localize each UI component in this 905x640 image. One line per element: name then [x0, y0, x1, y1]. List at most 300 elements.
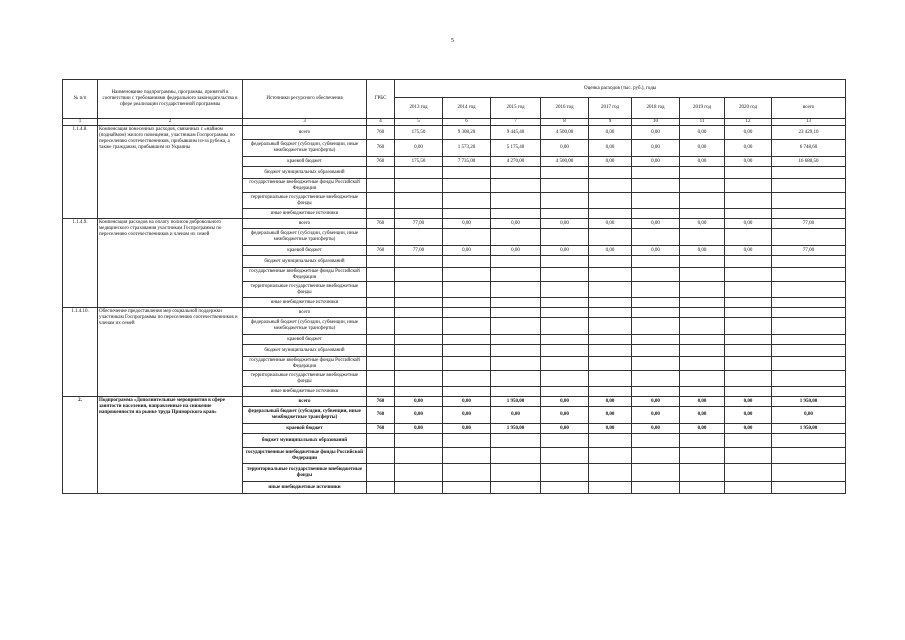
year-value [443, 318, 491, 335]
year-value: 0,00 [589, 424, 632, 434]
year-value: 0,00 [632, 424, 680, 434]
header-year: 2016 год [541, 98, 589, 119]
column-index: 11 [680, 119, 725, 126]
header-row-top [63, 80, 846, 98]
year-value [725, 448, 772, 464]
year-value [491, 387, 541, 397]
grbs-code: 760 [367, 407, 395, 424]
year-value [491, 434, 541, 448]
year-value [395, 209, 443, 219]
year-value: 0,00 [725, 157, 772, 167]
year-value [491, 318, 541, 335]
year-value: 0,00 [725, 126, 772, 140]
year-value [680, 318, 725, 335]
funding-source: территориальные государственные внебюджетные фонды [243, 464, 367, 482]
table-body [63, 126, 846, 494]
funding-source: территориальные государственные внебюджетные фонды [243, 371, 367, 387]
year-value [491, 298, 541, 308]
year-value [680, 448, 725, 464]
year-value [632, 229, 680, 246]
header-num: № п/п [63, 80, 98, 119]
year-value [632, 371, 680, 387]
year-value [632, 167, 680, 179]
year-value [632, 448, 680, 464]
header-index-row [63, 119, 846, 126]
year-value [395, 229, 443, 246]
year-value [632, 298, 680, 308]
grbs-code: 760 [367, 140, 395, 157]
grbs-code: 760 [367, 397, 395, 407]
funding-source: федеральный бюджет (субсидии, субвенции, иные межбюджетные трансферты) [243, 140, 367, 157]
year-value [680, 229, 725, 246]
grbs-code [367, 179, 395, 193]
funding-source: территориальные государственные внебюджетные фонды [243, 193, 367, 209]
year-value [395, 335, 443, 345]
year-value: 0,00 [541, 424, 589, 434]
year-value [725, 229, 772, 246]
column-index: 13 [772, 119, 846, 126]
grbs-code [367, 387, 395, 397]
year-value [589, 268, 632, 282]
year-value [541, 357, 589, 371]
funding-source: краевой бюджет [243, 246, 367, 256]
year-value [680, 308, 725, 318]
year-value: 0,00 [589, 407, 632, 424]
year-value [680, 335, 725, 345]
funding-source: всего [243, 126, 367, 140]
grbs-code [367, 345, 395, 357]
funding-source: иные внебюджетные источники [243, 482, 367, 494]
year-value [491, 345, 541, 357]
year-value: 0,00 [541, 246, 589, 256]
year-value [443, 308, 491, 318]
year-value: 0,00 [589, 126, 632, 140]
grbs-code [367, 318, 395, 335]
column-index: 4 [367, 119, 395, 126]
total-value [772, 371, 846, 387]
header-year: всего [772, 98, 846, 119]
year-value: 0,00 [632, 397, 680, 407]
year-value [491, 448, 541, 464]
year-value [395, 256, 443, 268]
year-value [541, 371, 589, 387]
year-value [541, 335, 589, 345]
year-value [541, 298, 589, 308]
year-value: 0,00 [632, 157, 680, 167]
year-value: 1 950,00 [491, 397, 541, 407]
year-value [589, 464, 632, 482]
year-value: 0,00 [725, 397, 772, 407]
year-value [491, 167, 541, 179]
year-value [491, 308, 541, 318]
funding-source: государственные внебюджетные фонды Российской Федерации [243, 357, 367, 371]
year-value [541, 464, 589, 482]
grbs-code [367, 193, 395, 209]
total-value: 6 748,60 [772, 140, 846, 157]
year-value: 0,00 [589, 246, 632, 256]
year-value [725, 167, 772, 179]
table-row [63, 308, 846, 318]
year-value [589, 318, 632, 335]
year-value [725, 193, 772, 209]
year-value [632, 345, 680, 357]
year-value [395, 298, 443, 308]
year-value [632, 387, 680, 397]
header-source: Источники ресурсного обеспечения [243, 80, 367, 119]
year-value [491, 482, 541, 494]
year-value: 0,00 [491, 407, 541, 424]
total-value: 23 429,10 [772, 126, 846, 140]
year-value [491, 256, 541, 268]
grbs-code [367, 308, 395, 318]
section-name: Компенсация понесенных расходов, связанных с «наймом (поднаймом) жилого помещения, участникам Госпрограммы по переселению соотечественников, прибывшим из-за рубежа, а также гражданам, прибывшим из Украины [98, 126, 243, 219]
year-value [541, 268, 589, 282]
year-value [541, 167, 589, 179]
year-value [395, 268, 443, 282]
year-value [589, 448, 632, 464]
table-row [63, 219, 846, 229]
year-value [443, 357, 491, 371]
year-value [395, 434, 443, 448]
year-value: 0,00 [589, 157, 632, 167]
funding-source: иные внебюджетные источники [243, 387, 367, 397]
year-value: 0,00 [632, 126, 680, 140]
year-value: 0,00 [680, 407, 725, 424]
total-value [772, 434, 846, 448]
section-name: Обеспечение предоставления мер социальной поддержки участникам Госпрограммы по переселению соотечественников и членам их семей [98, 308, 243, 397]
year-value: 1 573,20 [443, 140, 491, 157]
year-value [725, 268, 772, 282]
year-value: 175,50 [395, 126, 443, 140]
year-value [443, 387, 491, 397]
funding-source: федеральный бюджет (субсидии, субвенции, иные межбюджетные трансферты) [243, 407, 367, 424]
year-value [680, 357, 725, 371]
year-value: 175,50 [395, 157, 443, 167]
year-value [395, 318, 443, 335]
total-value [772, 335, 846, 345]
header-name: Наименование подпрограммы, программы, принятой в соответствии с требованиями федерального законодательства в сфере реализации государственной программы [98, 80, 243, 119]
grbs-code [367, 282, 395, 298]
header-grbs: ГРБС [367, 80, 395, 119]
section-id: 2. [63, 397, 98, 494]
year-value [491, 282, 541, 298]
total-value: 16 680,50 [772, 157, 846, 167]
total-value [772, 345, 846, 357]
total-value [772, 448, 846, 464]
funding-source: краевой бюджет [243, 335, 367, 345]
year-value: 0,00 [443, 407, 491, 424]
year-value: 0,00 [443, 219, 491, 229]
grbs-code [367, 268, 395, 282]
year-value: 0,00 [589, 219, 632, 229]
column-index: 9 [589, 119, 632, 126]
year-value [541, 482, 589, 494]
section-name: Подпрограмма «Дополнительные мероприятия в сфере занятости населения, направленные на снижение напряженности на рынке труда Приморского края» [98, 397, 243, 494]
year-value: 0,00 [589, 140, 632, 157]
year-value [395, 371, 443, 387]
grbs-code [367, 448, 395, 464]
year-value: 0,00 [725, 424, 772, 434]
total-value [772, 482, 846, 494]
year-value: 77,00 [395, 246, 443, 256]
header-year: 2017 год [589, 98, 632, 119]
year-value: 9 308,20 [443, 126, 491, 140]
year-value: 0,00 [395, 407, 443, 424]
year-value [443, 167, 491, 179]
year-value: 0,00 [443, 397, 491, 407]
year-value: 0,00 [589, 397, 632, 407]
column-index: 5 [395, 119, 443, 126]
year-value: 0,00 [680, 246, 725, 256]
year-value [725, 482, 772, 494]
year-value [443, 448, 491, 464]
year-value [541, 282, 589, 298]
year-value [541, 179, 589, 193]
funding-source: всего [243, 397, 367, 407]
funding-source: федеральный бюджет (субсидии, субвенции, иные межбюджетные трансферты) [243, 229, 367, 246]
year-value [395, 345, 443, 357]
total-value [772, 268, 846, 282]
year-value [632, 464, 680, 482]
funding-source: бюджет муниципальных образований [243, 434, 367, 448]
year-value [541, 448, 589, 464]
year-value [443, 298, 491, 308]
total-value: 77,00 [772, 246, 846, 256]
header-year: 2020 год [725, 98, 772, 119]
year-value [443, 371, 491, 387]
year-value [680, 256, 725, 268]
year-value [443, 345, 491, 357]
year-value: 0,00 [443, 424, 491, 434]
total-value [772, 229, 846, 246]
grbs-code [367, 209, 395, 219]
year-value: 0,00 [541, 219, 589, 229]
year-value: 0,00 [725, 407, 772, 424]
year-value [443, 256, 491, 268]
total-value [772, 282, 846, 298]
total-value: 0,00 [772, 407, 846, 424]
total-value: 77,00 [772, 219, 846, 229]
total-value [772, 179, 846, 193]
column-index: 1 [63, 119, 98, 126]
funding-source: краевой бюджет [243, 157, 367, 167]
year-value [725, 298, 772, 308]
grbs-code [367, 256, 395, 268]
year-value [632, 357, 680, 371]
year-value [395, 167, 443, 179]
year-value [632, 209, 680, 219]
year-value [725, 179, 772, 193]
table-row [63, 397, 846, 407]
grbs-code [367, 229, 395, 246]
grbs-code: 760 [367, 246, 395, 256]
year-value [680, 268, 725, 282]
year-value: 0,00 [395, 140, 443, 157]
budget-table [62, 79, 846, 494]
year-value [725, 335, 772, 345]
year-value: 0,00 [541, 140, 589, 157]
year-value [680, 193, 725, 209]
year-value: 4 500,00 [541, 126, 589, 140]
total-value [772, 193, 846, 209]
grbs-code [367, 357, 395, 371]
year-value: 0,00 [395, 397, 443, 407]
year-value [589, 357, 632, 371]
year-value [589, 298, 632, 308]
total-value [772, 308, 846, 318]
year-value [491, 193, 541, 209]
year-value [443, 434, 491, 448]
column-index: 2 [98, 119, 243, 126]
year-value: 0,00 [541, 397, 589, 407]
year-value: 0,00 [632, 140, 680, 157]
year-value [589, 209, 632, 219]
year-value [491, 209, 541, 219]
funding-source: краевой бюджет [243, 424, 367, 434]
grbs-code [367, 482, 395, 494]
year-value [443, 335, 491, 345]
funding-source: федеральный бюджет (субсидии, субвенции, иные межбюджетные трансферты) [243, 318, 367, 335]
year-value [491, 335, 541, 345]
header-estimate: Оценка расходов (тыс. руб.), годы [395, 80, 846, 98]
year-value [541, 308, 589, 318]
year-value [680, 209, 725, 219]
year-value [632, 482, 680, 494]
year-value [589, 229, 632, 246]
year-value [680, 282, 725, 298]
column-index: 8 [541, 119, 589, 126]
column-index: 7 [491, 119, 541, 126]
column-index: 6 [443, 119, 491, 126]
grbs-code [367, 167, 395, 179]
year-value [443, 464, 491, 482]
funding-source: всего [243, 219, 367, 229]
year-value [395, 179, 443, 193]
year-value [632, 308, 680, 318]
year-value [632, 318, 680, 335]
year-value: 0,00 [680, 126, 725, 140]
year-value [680, 371, 725, 387]
year-value [491, 464, 541, 482]
year-value [725, 256, 772, 268]
year-value [443, 482, 491, 494]
year-value [725, 318, 772, 335]
year-value: 0,00 [725, 246, 772, 256]
year-value [725, 308, 772, 318]
year-value [541, 387, 589, 397]
column-index: 10 [632, 119, 680, 126]
year-value [395, 357, 443, 371]
year-value [589, 387, 632, 397]
header-year: 2013 год [395, 98, 443, 119]
header-year: 2018 год [632, 98, 680, 119]
year-value [395, 282, 443, 298]
year-value [589, 193, 632, 209]
funding-source: иные внебюджетные источники [243, 298, 367, 308]
year-value: 0,00 [680, 424, 725, 434]
year-value [541, 256, 589, 268]
total-value [772, 387, 846, 397]
year-value [680, 179, 725, 193]
year-value: 5 175,40 [491, 140, 541, 157]
year-value [541, 209, 589, 219]
year-value [395, 448, 443, 464]
year-value [491, 371, 541, 387]
year-value: 9 445,40 [491, 126, 541, 140]
total-value [772, 209, 846, 219]
year-value: 0,00 [680, 219, 725, 229]
year-value [725, 464, 772, 482]
year-value: 0,00 [680, 157, 725, 167]
year-value: 4 270,00 [491, 157, 541, 167]
header-year: 2014 год [443, 98, 491, 119]
grbs-code: 760 [367, 126, 395, 140]
year-value [632, 256, 680, 268]
year-value [632, 193, 680, 209]
total-value [772, 318, 846, 335]
year-value [589, 282, 632, 298]
year-value [680, 387, 725, 397]
year-value: 0,00 [725, 140, 772, 157]
year-value [680, 464, 725, 482]
funding-source: государственные внебюджетные фонды Российской Федерации [243, 448, 367, 464]
year-value: 7 735,00 [443, 157, 491, 167]
year-value [680, 298, 725, 308]
grbs-code [367, 298, 395, 308]
year-value [632, 268, 680, 282]
year-value [443, 229, 491, 246]
funding-source: государственные внебюджетные фонды Российской Федерации [243, 179, 367, 193]
year-value [395, 387, 443, 397]
year-value: 0,00 [680, 140, 725, 157]
funding-source: бюджет муниципальных образований [243, 345, 367, 357]
grbs-code: 760 [367, 157, 395, 167]
section-name: Компенсация расходов на оплату полисов добровольного медицинского страхования участникам Госпрограммы по переселению соотечественников и членам их семей [98, 219, 243, 308]
year-value [395, 464, 443, 482]
year-value [725, 357, 772, 371]
year-value [443, 268, 491, 282]
funding-source: государственные внебюджетные фонды Российской Федерации [243, 268, 367, 282]
year-value: 0,00 [395, 424, 443, 434]
year-value: 0,00 [632, 407, 680, 424]
year-value [541, 229, 589, 246]
total-value [772, 464, 846, 482]
year-value: 77,00 [395, 219, 443, 229]
year-value [541, 318, 589, 335]
year-value [589, 482, 632, 494]
grbs-code [367, 464, 395, 482]
column-index: 3 [243, 119, 367, 126]
year-value: 0,00 [443, 246, 491, 256]
year-value [589, 434, 632, 448]
year-value [443, 179, 491, 193]
total-value: 1 950,00 [772, 424, 846, 434]
year-value [589, 345, 632, 357]
section-id: 1.1.4.9. [63, 219, 98, 308]
column-index: 12 [725, 119, 772, 126]
total-value [772, 298, 846, 308]
year-value [725, 282, 772, 298]
year-value [491, 357, 541, 371]
year-value [443, 209, 491, 219]
year-value: 1 950,00 [491, 424, 541, 434]
year-value: 0,00 [632, 219, 680, 229]
year-value [589, 167, 632, 179]
year-value [632, 179, 680, 193]
year-value [725, 209, 772, 219]
total-value: 1 950,00 [772, 397, 846, 407]
year-value [443, 282, 491, 298]
